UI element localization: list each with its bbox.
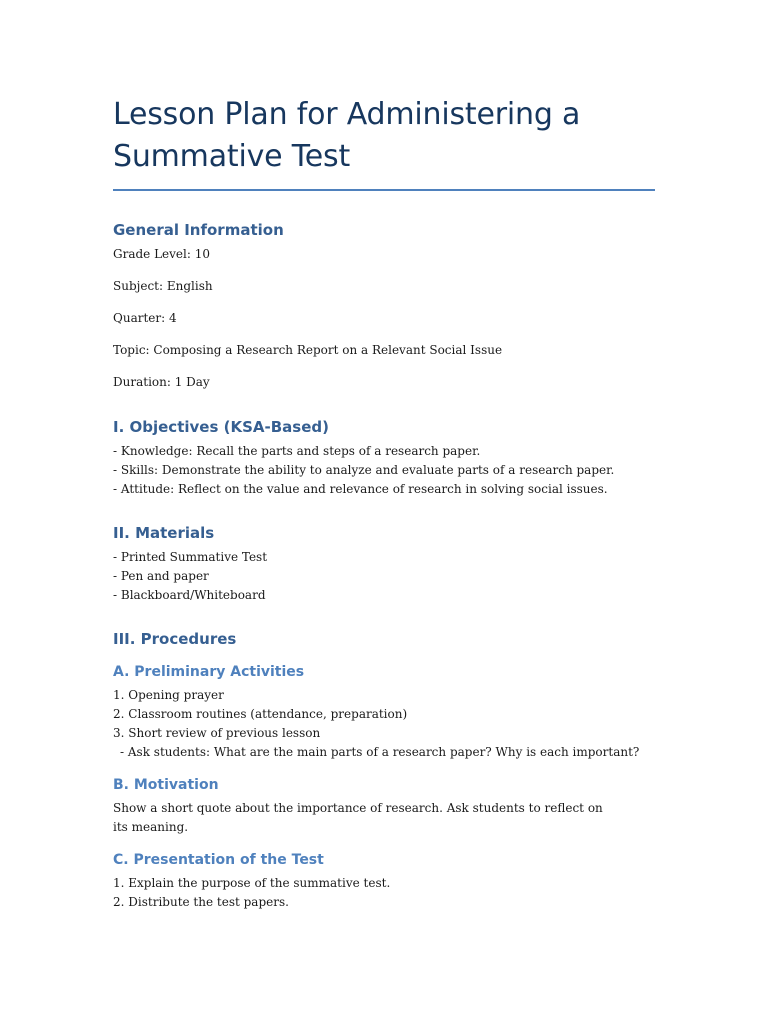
preliminary-step: 1. Opening prayer bbox=[113, 688, 224, 702]
general-information-section bbox=[113, 219, 655, 392]
preliminary-activities-heading: A. Preliminary Activities bbox=[113, 664, 305, 680]
topic-line: Topic: Composing a Research Report on a Relevant Social Issue bbox=[113, 343, 503, 357]
objectives-heading: I. Objectives (KSA-Based) bbox=[113, 418, 329, 436]
procedures-section bbox=[113, 628, 655, 912]
motivation-text: Show a short quote about the importance of research. Ask students to reflect on its meaning. bbox=[113, 801, 603, 834]
preliminary-substep: - Ask students: What are the main parts of a research paper? Why is each important? bbox=[120, 745, 640, 759]
document-page bbox=[113, 94, 655, 925]
presentation-step: 2. Distribute the test papers. bbox=[113, 895, 289, 909]
preliminary-activities-subsection bbox=[113, 662, 655, 762]
materials-section bbox=[113, 522, 655, 605]
grade-level-line: Grade Level: 10 bbox=[113, 247, 210, 261]
presentation-step: 1. Explain the purpose of the summative test. bbox=[113, 876, 391, 890]
quarter-line: Quarter: 4 bbox=[113, 311, 177, 325]
duration-line: Duration: 1 Day bbox=[113, 375, 210, 389]
objective-knowledge: - Knowledge: Recall the parts and steps of a research paper. bbox=[113, 444, 481, 458]
document-title: Lesson Plan for Administering a Summative Test bbox=[113, 97, 581, 174]
presentation-heading: C. Presentation of the Test bbox=[113, 852, 324, 868]
motivation-subsection bbox=[113, 775, 655, 837]
objective-skills: - Skills: Demonstrate the ability to analyze and evaluate parts of a research paper. bbox=[113, 463, 615, 477]
title-underline bbox=[113, 189, 655, 191]
preliminary-step: 2. Classroom routines (attendance, preparation) bbox=[113, 707, 408, 721]
material-item: - Blackboard/Whiteboard bbox=[113, 588, 266, 602]
material-item: - Printed Summative Test bbox=[113, 550, 268, 564]
subject-line: Subject: English bbox=[113, 279, 213, 293]
procedures-heading: III. Procedures bbox=[113, 630, 237, 648]
materials-heading: II. Materials bbox=[113, 524, 215, 542]
general-information-heading: General Information bbox=[113, 221, 284, 239]
presentation-subsection bbox=[113, 850, 655, 912]
motivation-heading: B. Motivation bbox=[113, 777, 219, 793]
material-item: - Pen and paper bbox=[113, 569, 209, 583]
objective-attitude: - Attitude: Reflect on the value and relevance of research in solving social issues. bbox=[113, 482, 608, 496]
objectives-section bbox=[113, 416, 655, 499]
preliminary-step: 3. Short review of previous lesson bbox=[113, 726, 321, 740]
